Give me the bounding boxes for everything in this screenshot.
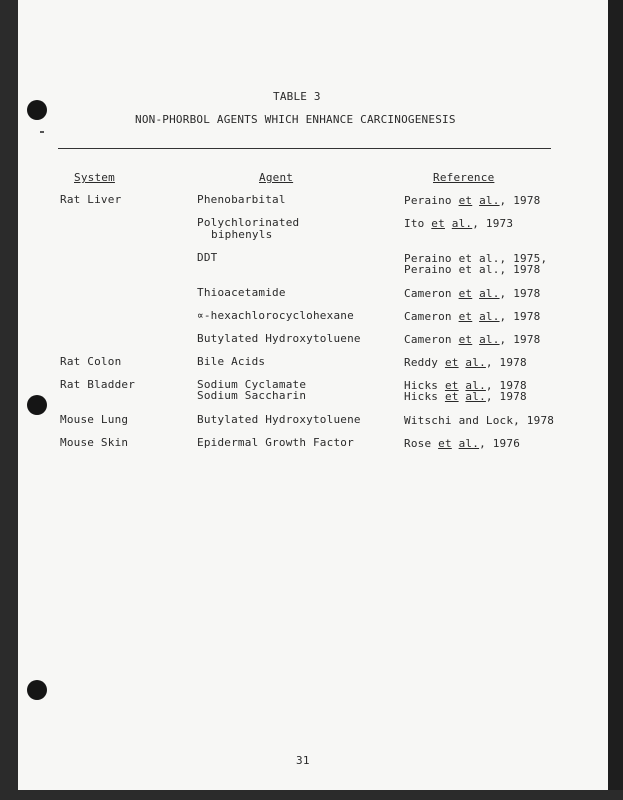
row-reference: Peraino et al., 1978 — [404, 194, 541, 207]
page-number: 31 — [296, 754, 310, 767]
header-system: System — [74, 171, 115, 184]
row-reference-cont: Peraino et al., 1978 — [404, 263, 541, 276]
row-agent: Thioacetamide — [197, 286, 286, 299]
binder-hole-middle — [27, 395, 47, 415]
row-reference: Cameron et al., 1978 — [404, 333, 541, 346]
table-number: TABLE 3 — [273, 90, 321, 103]
stray-mark — [40, 131, 44, 133]
row-agent: Butylated Hydroxytoluene — [197, 413, 361, 426]
row-system: Rat Bladder — [60, 378, 136, 391]
row-agent: DDT — [197, 251, 218, 264]
row-agent-cont: Sodium Saccharin — [197, 389, 307, 402]
row-reference-cont: Hicks et al., 1978 — [404, 390, 527, 403]
row-reference: Reddy et al., 1978 — [404, 356, 527, 369]
row-system: Rat Colon — [60, 355, 122, 368]
row-system: Rat Liver — [60, 193, 122, 206]
row-agent: Phenobarbital — [197, 193, 286, 206]
row-reference: Hicks et al., 1978 — [404, 379, 527, 392]
row-reference: Rose et al., 1976 — [404, 437, 521, 450]
row-agent: Polychlorinated — [197, 216, 300, 229]
row-reference: Cameron et al., 1978 — [404, 287, 541, 300]
row-agent: Sodium Cyclamate — [197, 378, 307, 391]
row-reference: Peraino et al., 1975, — [404, 252, 548, 265]
row-reference: Witschi and Lock, 1978 — [404, 414, 555, 427]
row-reference: Cameron et al., 1978 — [404, 310, 541, 323]
row-agent: Butylated Hydroxytoluene — [197, 332, 361, 345]
row-reference: Ito et al., 1973 — [404, 217, 514, 230]
header-reference: Reference — [433, 171, 495, 184]
row-agent-cont: biphenyls — [211, 228, 273, 241]
page-bottom-strip — [0, 790, 623, 800]
row-system: Mouse Skin — [60, 436, 129, 449]
table-title: NON-PHORBOL AGENTS WHICH ENHANCE CARCINOGENESIS — [135, 113, 456, 126]
title-rule — [58, 148, 551, 149]
row-agent: Epidermal Growth Factor — [197, 436, 354, 449]
row-agent: ∝-hexachlorocyclohexane — [197, 309, 354, 322]
binder-hole-bottom — [27, 680, 47, 700]
row-agent: Bile Acids — [197, 355, 266, 368]
page-edge — [608, 0, 623, 800]
binder-hole-top — [27, 100, 47, 120]
header-agent: Agent — [259, 171, 294, 184]
row-system: Mouse Lung — [60, 413, 129, 426]
